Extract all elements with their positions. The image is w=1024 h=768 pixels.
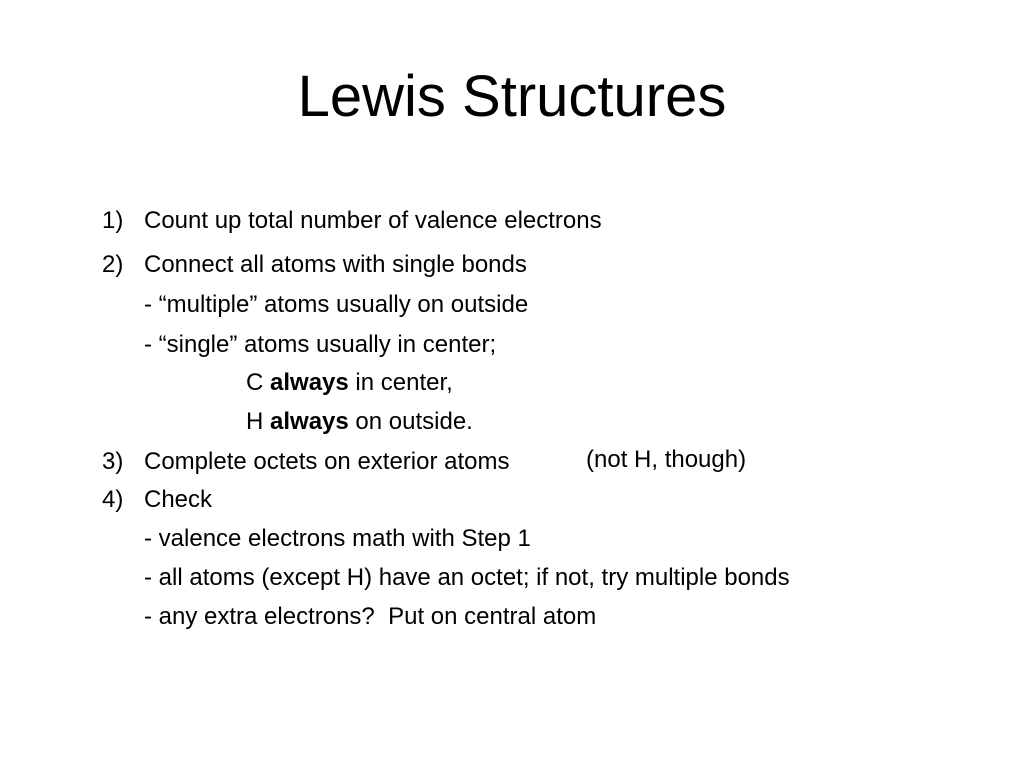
rule-text: on outside. (355, 408, 473, 435)
hydrogen-rule (246, 407, 473, 437)
step-number: 1) (102, 207, 124, 234)
step-number: 3) (102, 448, 124, 475)
step-3 (102, 447, 510, 477)
step-4-subitem: - valence electrons math with Step 1 (144, 525, 531, 552)
step-text: Check (144, 486, 213, 513)
step-number: 4) (102, 486, 124, 513)
step-number: 2) (102, 251, 124, 278)
step-text: Connect all atoms with single bonds (144, 251, 527, 278)
rule-text: in center, (355, 369, 453, 396)
slide-title: Lewis Structures (297, 64, 727, 129)
step-2-subitem: - “multiple” atoms usually on outside (144, 291, 529, 318)
step-2-subitem: - “single” atoms usually in center; (144, 331, 497, 358)
step-3-aside: (not H, though) (586, 446, 747, 473)
step-text: Complete octets on exterior atoms (144, 448, 510, 475)
rule-atom: H (246, 408, 264, 435)
carbon-rule (246, 368, 453, 398)
step-1 (102, 206, 602, 236)
step-text: Count up total number of valence electrons (144, 207, 602, 234)
rule-emphasis: always (270, 369, 349, 396)
step-4-subitem: - all atoms (except H) have an octet; if not, try multiple bonds (144, 564, 790, 591)
rule-atom: C (246, 369, 264, 396)
step-4 (102, 485, 212, 515)
step-2 (102, 250, 527, 280)
step-4-subitem: - any extra electrons? Put on central atom (144, 603, 597, 630)
rule-emphasis: always (270, 408, 349, 435)
